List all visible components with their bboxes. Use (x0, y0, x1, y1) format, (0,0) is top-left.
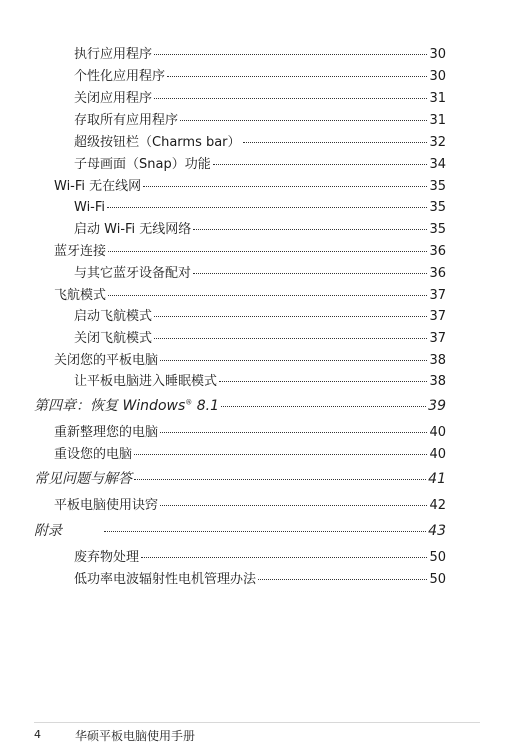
toc-entry-title: 超级按钮栏（Charms bar） (74, 135, 241, 150)
toc-page-number: 38 (429, 353, 446, 368)
toc-page-number: 37 (429, 331, 446, 346)
toc-entry[interactable] (74, 135, 446, 151)
toc-page-number: 30 (429, 69, 446, 84)
toc-page-number: 36 (429, 266, 446, 281)
toc-entry[interactable] (74, 157, 446, 173)
toc-entry-title: 废弃物处理 (74, 550, 140, 565)
toc-entry-title: 个性化应用程序 (74, 69, 166, 84)
toc-page-number: 36 (429, 244, 446, 259)
toc-page-number: 50 (429, 550, 446, 565)
toc-entry-title: 子母画面（Snap）功能 (74, 157, 211, 172)
toc-entry-title: Wi-Fi 无在线网 (54, 179, 142, 194)
toc-entry-title: 启动 Wi-Fi 无线网络 (74, 222, 192, 237)
dot-leader (160, 430, 427, 433)
toc-entry[interactable] (54, 447, 446, 463)
dot-leader (108, 249, 427, 252)
dot-leader (154, 336, 427, 339)
toc-page-number: 35 (429, 200, 446, 215)
toc-entry[interactable] (74, 266, 446, 282)
dot-leader (143, 184, 427, 187)
footer-divider (34, 722, 480, 723)
toc-entry[interactable] (74, 69, 446, 85)
toc-page-number: 50 (429, 572, 446, 587)
dot-leader (213, 162, 428, 165)
dot-leader (193, 271, 427, 274)
toc-entry[interactable] (54, 244, 446, 260)
toc-page-number: 34 (429, 157, 446, 172)
dot-leader (221, 404, 426, 407)
dot-leader (107, 205, 427, 208)
toc-entry[interactable] (74, 550, 446, 566)
toc-entry-title: 关闭应用程序 (74, 91, 153, 106)
footer-manual-title: 华硕平板电脑使用手册 (75, 729, 196, 743)
toc-page-number: 39 (428, 398, 446, 414)
toc-page-number: 35 (429, 222, 446, 237)
toc-page-number: 37 (429, 309, 446, 324)
toc-page-number: 40 (429, 425, 446, 440)
toc-entry-title: 附录 (34, 523, 62, 539)
dot-leader (167, 74, 427, 77)
toc-entry-title: 常见问题与解答 (34, 471, 132, 487)
toc-entry-title: 执行应用程序 (74, 47, 153, 62)
toc-entry[interactable] (54, 498, 446, 514)
dot-leader (243, 140, 428, 143)
footer-page-number: 4 (34, 728, 41, 741)
toc-chapter-entry[interactable] (34, 471, 446, 487)
toc-entry[interactable] (74, 222, 446, 238)
dot-leader (134, 452, 427, 455)
toc-entry-title: Wi-Fi (74, 200, 106, 215)
dot-leader (154, 52, 427, 55)
toc-entry-title: 关闭飞航模式 (74, 331, 153, 346)
toc-page-number: 40 (429, 447, 446, 462)
dot-leader (104, 529, 426, 532)
toc-page-number: 42 (429, 498, 446, 513)
toc-entry[interactable] (74, 374, 446, 390)
toc-entry-title: 低功率电波辐射性电机管理办法 (74, 572, 257, 587)
dot-leader (141, 555, 427, 558)
toc-page-number: 38 (429, 374, 446, 389)
registered-mark: ® (185, 398, 193, 407)
toc-entry[interactable] (74, 200, 446, 216)
toc-page-number: 35 (429, 179, 446, 194)
toc-entry[interactable] (74, 91, 446, 107)
toc-entry-title: 关闭您的平板电脑 (54, 353, 159, 368)
toc-entry[interactable] (54, 425, 446, 441)
toc-entry[interactable] (74, 47, 446, 63)
toc-entry-title: 启动飞航模式 (74, 309, 153, 324)
toc-entry-title: 飞航模式 (54, 288, 107, 303)
dot-leader (219, 379, 427, 382)
toc-page-number: 37 (429, 288, 446, 303)
toc-page-number: 43 (428, 523, 446, 539)
toc-entry[interactable] (74, 572, 446, 588)
toc-page-number: 32 (429, 135, 446, 150)
toc-entry-title: 让平板电脑进入睡眠模式 (74, 374, 218, 389)
dot-leader (134, 477, 426, 480)
toc-entry-title: 与其它蓝牙设备配对 (74, 266, 192, 281)
dot-leader (154, 314, 427, 317)
toc-entry[interactable] (74, 309, 446, 325)
toc-entry[interactable] (54, 288, 446, 304)
toc-entry[interactable] (74, 331, 446, 347)
dot-leader (193, 227, 427, 230)
toc-entry[interactable] (54, 179, 446, 195)
dot-leader (258, 577, 427, 580)
toc-entry-title: 第四章：恢复 Windows® 8.1 (34, 398, 219, 414)
toc-page-number: 31 (429, 91, 446, 106)
dot-leader (154, 96, 427, 99)
toc-entry-title: 平板电脑使用诀窍 (54, 498, 159, 513)
toc-page-number: 41 (428, 471, 446, 487)
dot-leader (160, 358, 427, 361)
toc-entry[interactable] (74, 113, 446, 129)
toc-entry-title: 蓝牙连接 (54, 244, 107, 259)
toc-chapter-entry[interactable] (34, 398, 446, 414)
toc-page-number: 30 (429, 47, 446, 62)
toc-entry-title: 重设您的电脑 (54, 447, 133, 462)
dot-leader (160, 503, 427, 506)
dot-leader (108, 293, 427, 296)
toc-entry-title: 重新整理您的电脑 (54, 425, 159, 440)
dot-leader (180, 118, 427, 121)
toc-entry-title: 存取所有应用程序 (74, 113, 179, 128)
toc-page-number: 31 (429, 113, 446, 128)
toc-entry[interactable] (54, 353, 446, 369)
toc-chapter-entry[interactable] (34, 523, 446, 539)
